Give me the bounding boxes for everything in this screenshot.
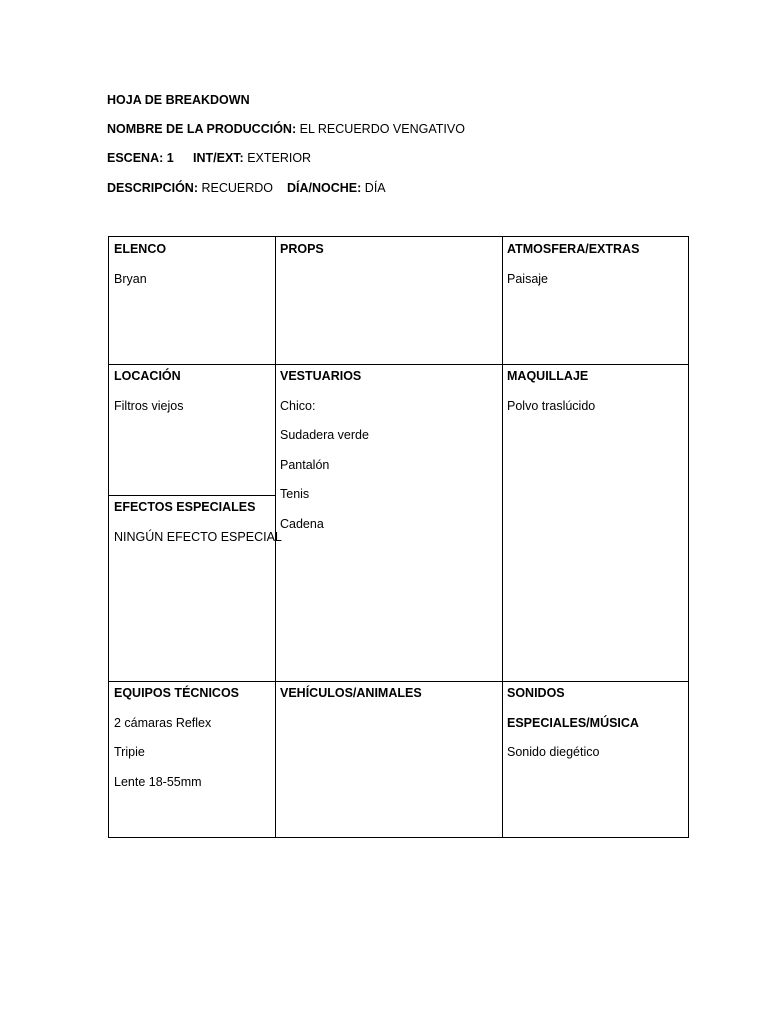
daynight-line xyxy=(287,180,386,196)
cell-atmosfera xyxy=(502,237,688,300)
cell-item: Sudadera verde xyxy=(280,428,369,442)
cell-title: EFECTOS ESPECIALES xyxy=(114,500,256,514)
cell-elenco xyxy=(109,237,275,300)
cell-title: MAQUILLAJE xyxy=(507,369,589,383)
production-value: EL RECUERDO VENGATIVO xyxy=(299,122,465,136)
cell-item: Tenis xyxy=(280,487,310,501)
cell-item: Polvo traslúcido xyxy=(507,398,596,413)
cell-item: Bryan xyxy=(114,271,147,286)
cell-locacion xyxy=(109,364,275,427)
scene-value: 1 xyxy=(166,151,174,165)
description-line xyxy=(107,180,273,196)
scene-label: ESCENA: xyxy=(107,151,164,165)
description-value: RECUERDO xyxy=(201,181,274,195)
cell-sonidos xyxy=(502,681,688,774)
cell-title: ELENCO xyxy=(114,242,167,256)
cell-title: VESTUARIOS xyxy=(280,369,362,383)
cell-item: Filtros viejos xyxy=(114,398,184,413)
daynight-value: DÍA xyxy=(364,181,386,195)
cell-efectos xyxy=(109,495,282,558)
breakdown-table xyxy=(108,236,689,838)
cell-title: PROPS xyxy=(280,242,324,256)
cell-title: ESPECIALES/MÚSICA xyxy=(507,715,639,730)
production-name-line xyxy=(107,121,465,137)
cell-item: Cadena xyxy=(280,516,324,531)
document-title: HOJA DE BREAKDOWN xyxy=(107,93,250,107)
intext-label: INT/EXT: xyxy=(193,151,244,165)
intext-line xyxy=(193,150,311,166)
cell-item: NINGÚN EFECTO ESPECIAL xyxy=(114,529,282,544)
cell-title: EQUIPOS TÉCNICOS xyxy=(114,686,240,700)
cell-vehiculos xyxy=(275,681,502,715)
cell-props xyxy=(275,237,502,271)
cell-maquillaje xyxy=(502,364,688,427)
cell-item: 2 cámaras Reflex xyxy=(114,715,212,730)
cell-item: Pantalón xyxy=(280,457,330,472)
production-label: NOMBRE DE LA PRODUCCIÓN: xyxy=(107,122,297,136)
cell-vestuarios xyxy=(275,364,502,545)
scene-line xyxy=(107,150,174,166)
cell-item: Sonido diegético xyxy=(507,745,600,759)
cell-item: Tripie xyxy=(114,745,145,759)
cell-title: SONIDOS xyxy=(507,686,565,700)
cell-item: Lente 18-55mm xyxy=(114,774,202,789)
description-label: DESCRIPCIÓN: xyxy=(107,181,198,195)
cell-item: Paisaje xyxy=(507,271,548,286)
cell-equipos xyxy=(109,681,275,803)
cell-item: Chico: xyxy=(280,398,316,413)
intext-value: EXTERIOR xyxy=(247,151,312,165)
daynight-label: DÍA/NOCHE: xyxy=(287,181,362,195)
cell-title: VEHÍCULOS/ANIMALES xyxy=(280,686,422,700)
cell-title: LOCACIÓN xyxy=(114,369,181,383)
cell-title: ATMOSFERA/EXTRAS xyxy=(507,242,640,256)
